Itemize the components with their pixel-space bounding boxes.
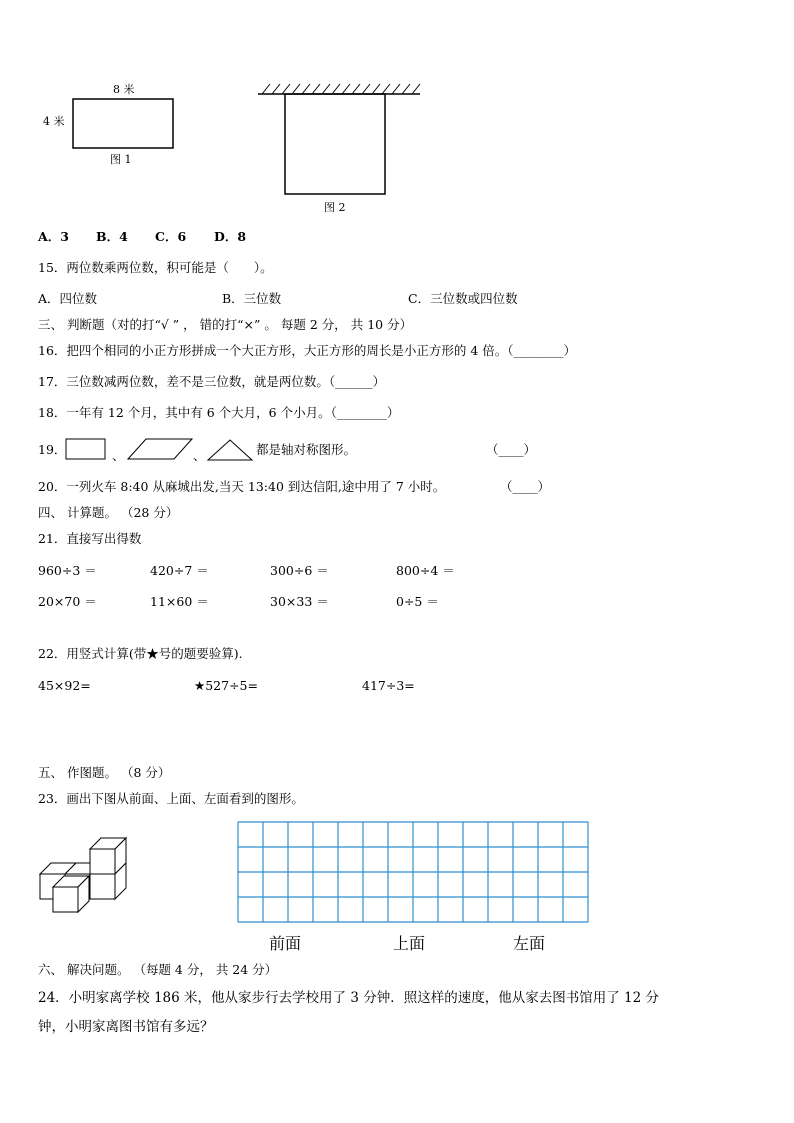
ceiling-hatch xyxy=(362,84,370,94)
q21-item: 960÷3 ＝ xyxy=(38,563,97,578)
q17-text: 17．三位数减两位数，差不是三位数，就是两位数。（______） xyxy=(38,374,386,389)
ceiling-hatch xyxy=(352,84,360,94)
q14-option-a: A．3 xyxy=(38,229,69,244)
q21-item: 30×33 ＝ xyxy=(270,594,329,609)
triangle-shape xyxy=(208,440,252,460)
rectangle-shape xyxy=(66,439,105,459)
q22-item: 417÷3= xyxy=(362,678,415,693)
q19-separator-1: 、 xyxy=(112,448,125,463)
ceiling-hatch xyxy=(312,84,320,94)
q24-line-2: 钟，小明家离图书馆有多远？ xyxy=(38,1019,214,1035)
ceiling-hatch xyxy=(262,84,270,94)
parallelogram-shape xyxy=(128,439,192,459)
ceiling-hatch xyxy=(282,84,290,94)
section-3-title: 三、 判断题（对的打“√ ” ， 错的打“×” 。 每题 2 分， 共 10 分） xyxy=(38,317,413,332)
q15-stem: 15．两位数乘两位数，积可能是（ ）。 xyxy=(38,260,273,275)
q22-item: ★527÷5= xyxy=(194,678,258,693)
ceiling-hatch xyxy=(292,84,300,94)
ceiling-hatch xyxy=(272,84,280,94)
section-4-title: 四、 计算题。 （28 分） xyxy=(38,505,179,520)
q16-text: 16．把四个相同的小正方形拼成一个大正方形，大正方形的周长是小正方形的 4 倍。（________） xyxy=(38,343,577,358)
ceiling-hatch xyxy=(372,84,380,94)
ceiling-hatch xyxy=(382,84,390,94)
section-6-title: 六、 解决问题。 （每题 4 分， 共 24 分） xyxy=(38,962,278,977)
q19-text: 都是轴对称图形。 xyxy=(256,442,357,457)
q19-separator-2: 、 xyxy=(193,448,206,463)
q21-item: 800÷4 ＝ xyxy=(396,563,455,578)
q19-number: 19． xyxy=(38,442,67,457)
q14-option-c: C．6 xyxy=(155,229,187,244)
fig1-side-label: 4 米 xyxy=(43,115,65,128)
q24-line-1: 24．小明家离学校 186 米，他从家步行去学校用了 3 分钟．照这样的速度，他从家去图书馆用了 12 分 xyxy=(38,990,659,1006)
q14-option-d: D．8 xyxy=(214,229,247,244)
q22-stem: 22．用竖式计算(带★号的题要验算). xyxy=(38,646,243,661)
q23-stem: 23．画出下图从前面、上面、左面看到的图形。 xyxy=(38,791,304,806)
section-5-title: 五、 作图题。 （8 分） xyxy=(38,765,171,780)
view-label-left: 左面 xyxy=(513,934,546,953)
q21-item: 20×70 ＝ xyxy=(38,594,97,609)
ceiling-hatch xyxy=(332,84,340,94)
fig1-top-label: 8 米 xyxy=(113,83,135,96)
q21-item: 11×60 ＝ xyxy=(150,594,209,609)
fig1-caption: 图 1 xyxy=(110,153,132,166)
view-label-top: 上面 xyxy=(393,934,426,953)
fig2-caption: 图 2 xyxy=(324,201,346,214)
q15-option-b: B．三位数 xyxy=(222,291,282,306)
q15-option-a: A．四位数 xyxy=(38,291,98,306)
q14-option-b: B．4 xyxy=(96,229,128,244)
q21-item: 0÷5 ＝ xyxy=(396,594,439,609)
q18-text: 18．一年有 12 个月，其中有 6 个大月，6 个小月。（________） xyxy=(38,405,400,420)
ceiling-hatch xyxy=(392,84,400,94)
ceiling-hatch xyxy=(302,84,310,94)
q20-blank: （____） xyxy=(500,479,551,494)
q19-blank: （____） xyxy=(486,442,537,457)
ceiling-hatch xyxy=(402,84,410,94)
q15-option-c: C．三位数或四位数 xyxy=(408,291,518,306)
q22-item: 45×92= xyxy=(38,678,91,693)
ceiling-hatch xyxy=(342,84,350,94)
q20-text: 20．一列火车 8:40 从麻城出发,当天 13:40 到达信阳,途中用了 7 小时。 xyxy=(38,479,446,494)
view-label-front: 前面 xyxy=(269,934,302,953)
ceiling-hatch xyxy=(322,84,330,94)
ceiling-hatch xyxy=(412,84,420,94)
q21-item: 300÷6 ＝ xyxy=(270,563,329,578)
q21-stem: 21．直接写出得数 xyxy=(38,531,142,546)
q21-item: 420÷7 ＝ xyxy=(150,563,209,578)
